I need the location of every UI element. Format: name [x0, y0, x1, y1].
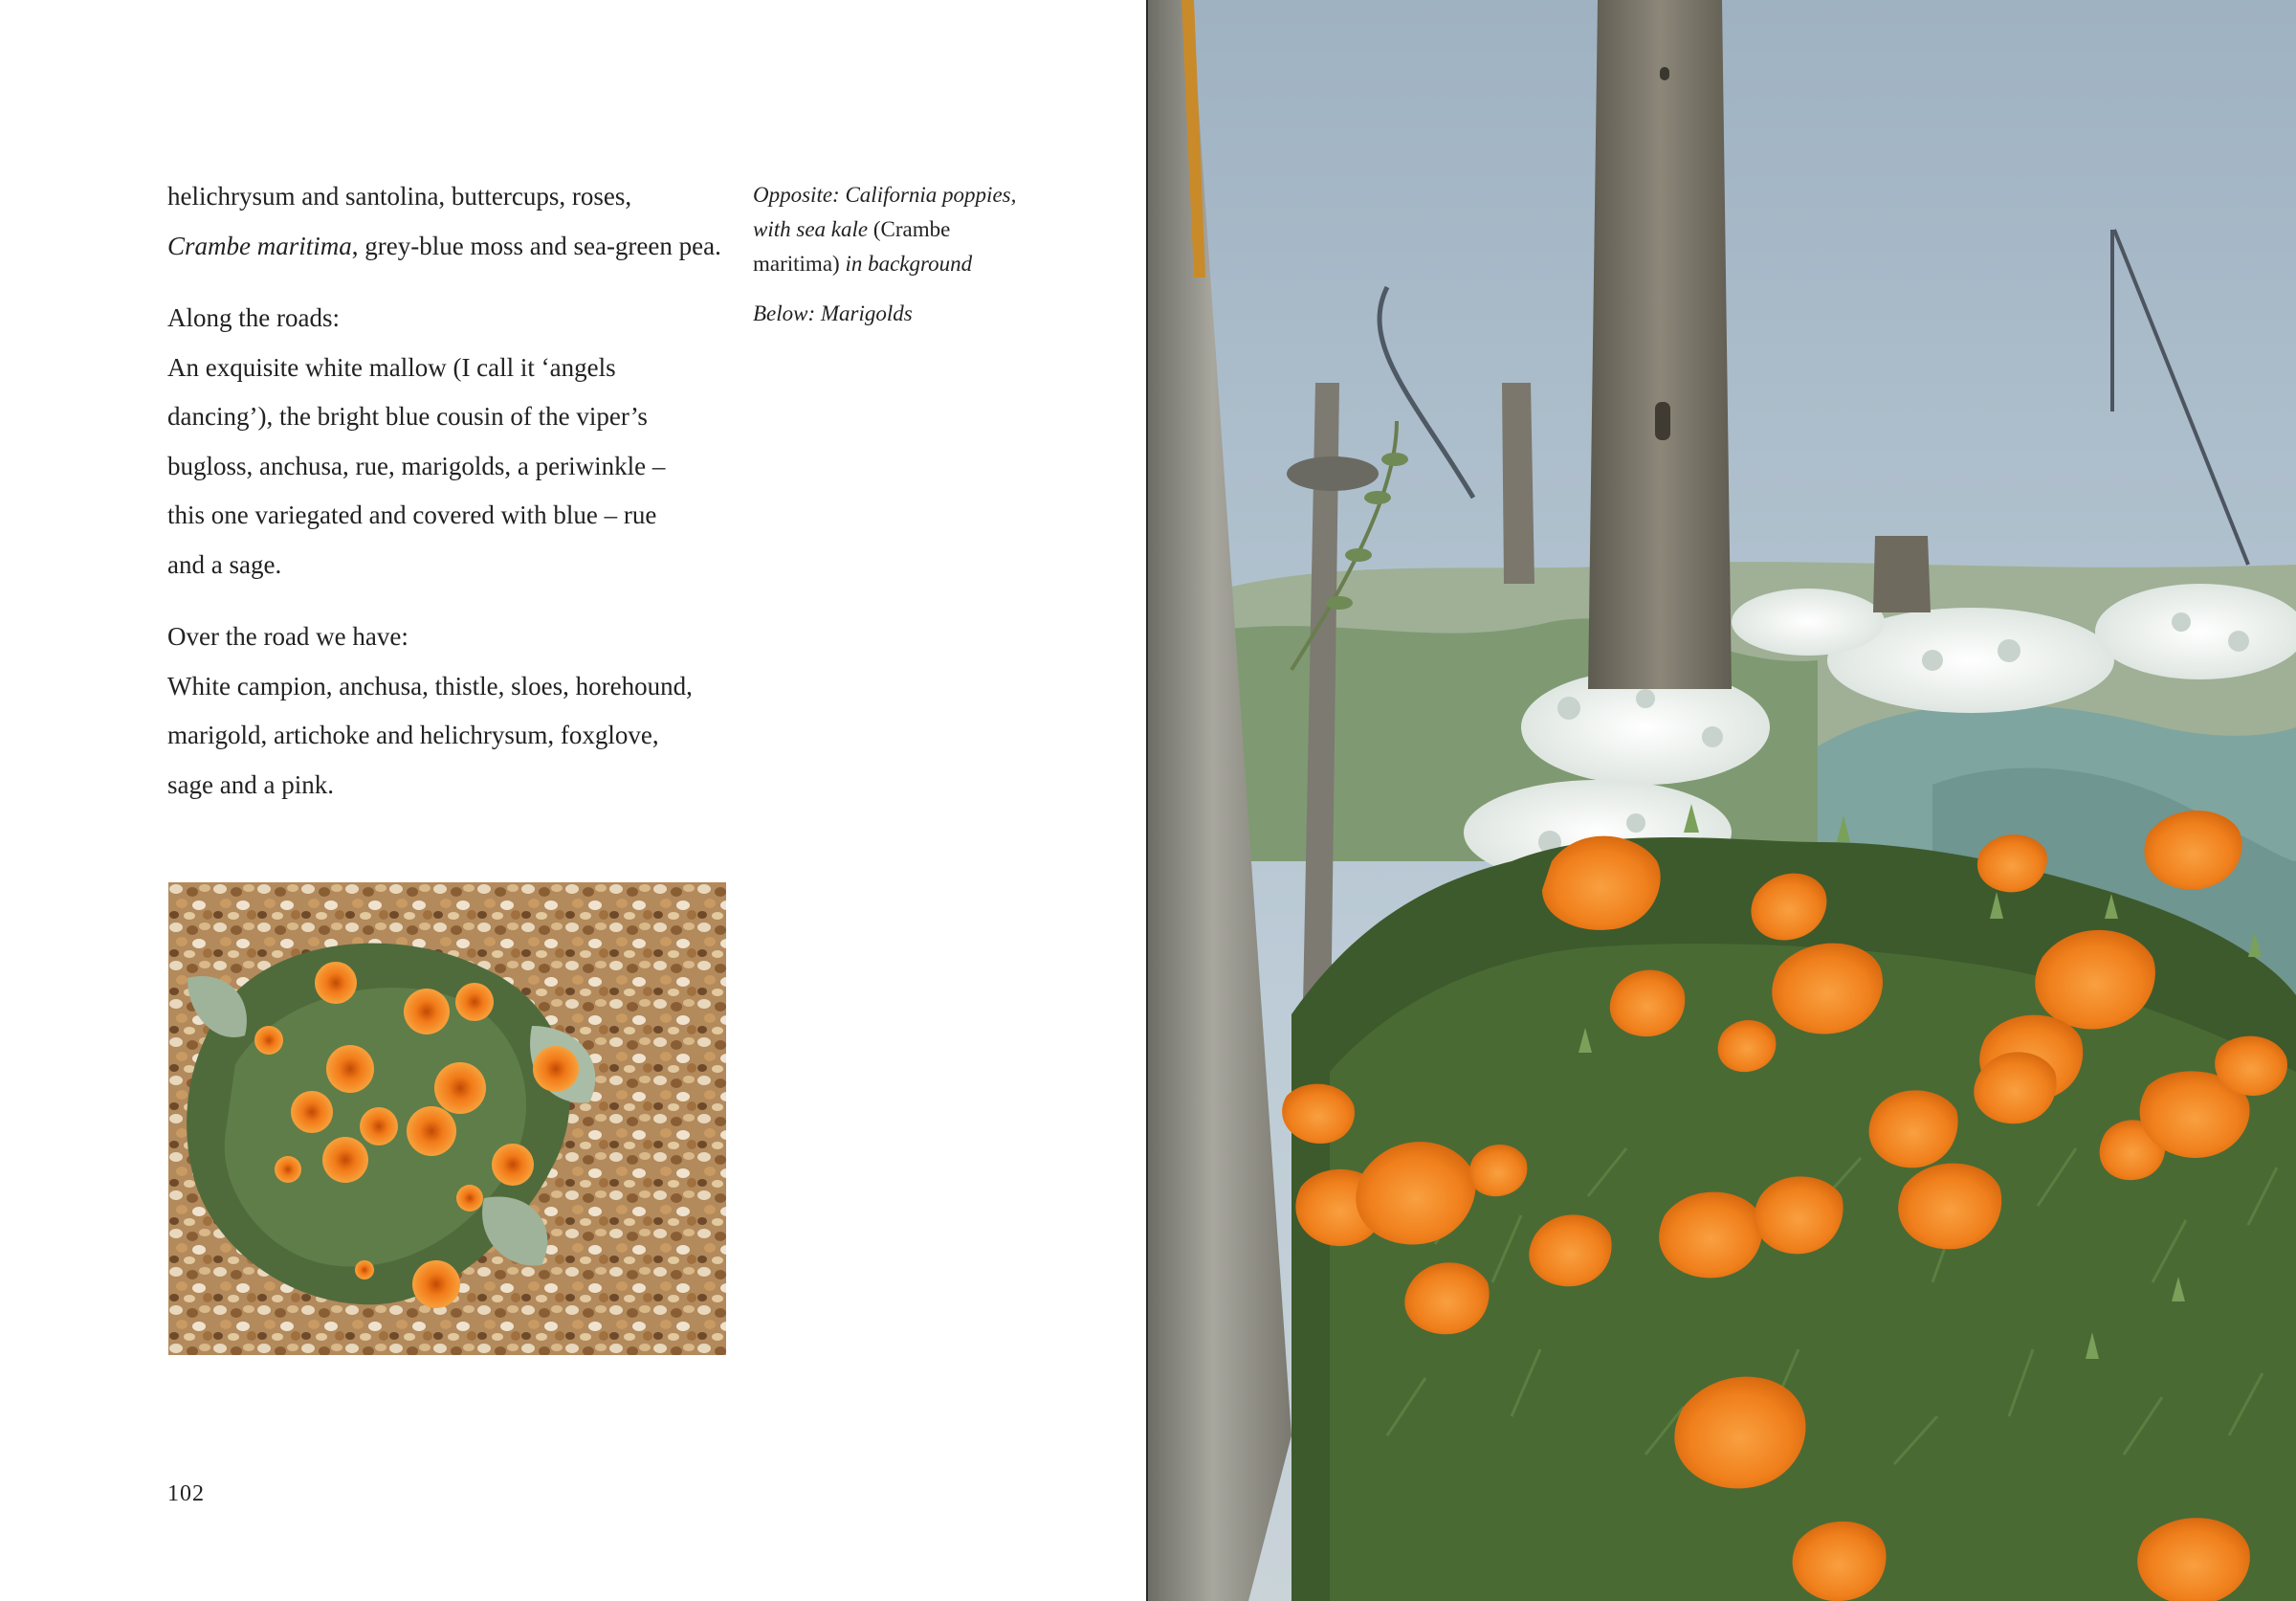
section-heading: Along the roads: [167, 303, 340, 332]
text-line: An exquisite white mallow (I call it ‘angels [167, 352, 616, 382]
text-line: helichrysum and santolina, buttercups, roses, [167, 182, 632, 211]
text-line: this one variegated and covered with blue – rue [167, 500, 657, 529]
poppies-illustration [1148, 0, 2296, 1601]
caption-line: with sea kale (Crambe [753, 217, 951, 241]
caption-line: maritima) in background [753, 252, 973, 276]
caption-line: Opposite: California poppies, [753, 183, 1017, 207]
section-heading: Over the road we have: [167, 622, 408, 651]
marigold-illustration [168, 882, 726, 1355]
text-line: dancing’), the bright blue cousin of the viper’s [167, 402, 648, 431]
left-page [0, 0, 1146, 1601]
text-line: Crambe maritima, grey-blue moss and sea-green pea. [167, 231, 721, 260]
text-line: marigold, artichoke and helichrysum, foxglove, [167, 721, 659, 749]
marigold-photo [168, 882, 726, 1355]
body-text [167, 172, 741, 810]
text-line: White campion, anchusa, thistle, sloes, horehound, [167, 671, 693, 700]
caption-line: Below: Marigolds [753, 301, 913, 325]
latin-name: Crambe maritima [167, 231, 352, 260]
text-line: and a sage. [167, 549, 282, 579]
text-line: bugloss, anchusa, rue, marigolds, a periwinkle – [167, 451, 666, 480]
photo-caption [753, 178, 1030, 331]
text-line: sage and a pink. [167, 769, 334, 799]
page-number: 102 [167, 1481, 205, 1506]
poppies-photo [1148, 0, 2296, 1601]
